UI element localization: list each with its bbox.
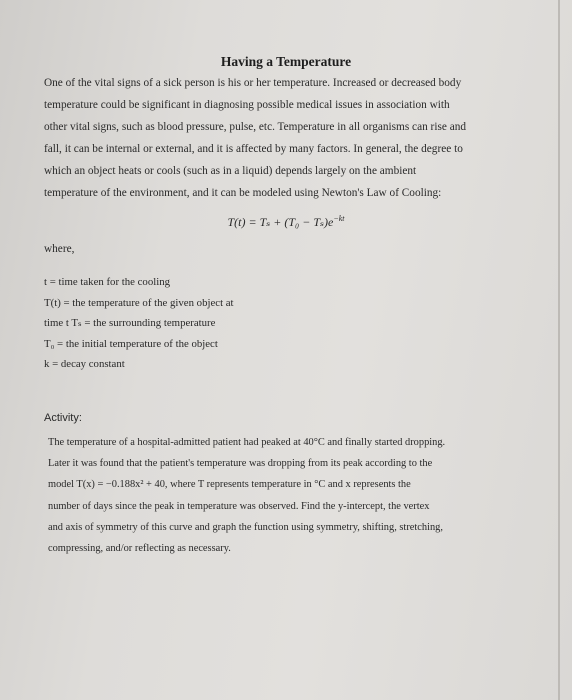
intro-line: which an object heats or cools (such as in a liquid) depends largely on the ambient xyxy=(44,165,417,177)
activity-line: and axis of symmetry of this curve and graph the function using symmetry, shifting, stretching, xyxy=(48,521,443,533)
formula-exponent: −kt xyxy=(333,214,345,223)
intro-line: temperature of the environment, and it can be modeled using Newton's Law of Cooling: xyxy=(44,187,442,199)
intro-paragraph xyxy=(44,72,504,204)
formula-main: T(t) = Tₛ + (T₀ − Tₛ)e xyxy=(227,215,334,229)
intro-line: fall, it can be internal or external, and it is affected by many factors. In general, the degree to xyxy=(44,143,463,155)
definition-item: t = time taken for the cooling xyxy=(44,276,171,288)
page-title: Having a Temperature xyxy=(220,54,352,69)
intro-line: other vital signs, such as blood pressure, pulse, etc. Temperature in all organisms can rise and xyxy=(44,121,467,133)
page-crease xyxy=(558,0,560,700)
activity-line: number of days since the peak in temperature was observed. Find the y-intercept, the vertex xyxy=(48,500,430,512)
intro-line: One of the vital signs of a sick person is his or her temperature. Increased or decreased body xyxy=(44,77,462,89)
definition-item: time t Tₛ = the surrounding temperature xyxy=(44,317,216,329)
intro-line: temperature could be significant in diagnosing possible medical issues in association with xyxy=(44,99,450,111)
newtons-law-formula xyxy=(0,214,572,230)
definition-item: T(t) = the temperature of the given object at xyxy=(44,296,234,309)
activity-paragraph xyxy=(48,432,508,559)
where-label: where, xyxy=(44,243,75,255)
activity-line: Later it was found that the patient's temperature was dropping from its peak according to the xyxy=(48,458,433,470)
activity-heading: Activity: xyxy=(44,412,82,424)
activity-line: compressing, and/or reflecting as necessary. xyxy=(48,543,231,555)
definition-item: k = decay constant xyxy=(44,358,125,370)
activity-line: The temperature of a hospital-admitted patient had peaked at 40°C and finally started dropping. xyxy=(48,437,446,448)
variable-definitions xyxy=(44,272,344,375)
definition-item: T₀ = the initial temperature of the object xyxy=(44,337,218,350)
activity-line: model T(x) = −0.188x² + 40, where T represents temperature in °C and x represents the xyxy=(48,479,411,491)
